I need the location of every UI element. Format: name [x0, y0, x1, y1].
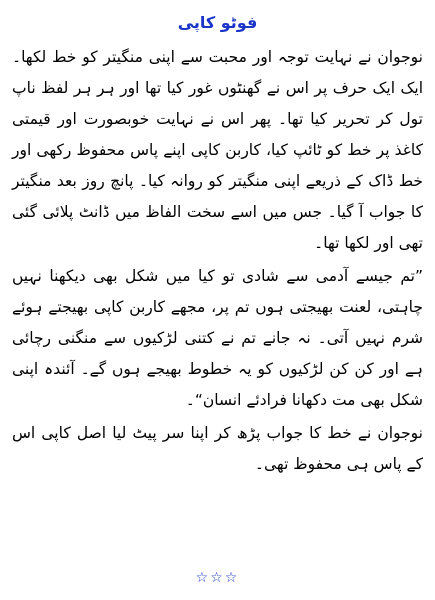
- paragraph-1: نوجوان نے نہایت توجہ اور محبت سے اپنی منگیتر کو خط لکھا۔ ایک ایک حرف پر اس نے گھنٹوں غور کیا تھا اور ہر ہر لفظ ناپ تول کر تحریر کیا تھا۔ پھر اس نے نہایت خوبصورت اور قیمتی کاغذ پر خط کو ٹائپ کیا، کاربن کاپی اپنے پاس محفوظ رکھی اور خط ڈاک کے ذریعے اپنی منگیتر کو روانہ کیا۔ پانچ روز بعد منگیتر کا جواب آ گیا۔ جس میں اسے سخت الفاظ میں ڈانٹ پلائی گئی تھی اور لکھا تھا۔: [12, 48, 423, 252]
- paragraph-3: نوجوان نے خط کا جواب پڑھ کر اپنا سر پیٹ لیا اصل کاپی اس کے پاس ہی محفوظ تھی۔: [12, 424, 423, 473]
- document-body: [12, 42, 423, 480]
- end-stars-icon: ☆☆☆: [195, 570, 240, 586]
- document-title: فوٹو کاپی: [177, 13, 258, 32]
- paragraph-2: ”تم جیسے آدمی سے شادی تو کیا میں شکل بھی دیکھنا نہیں چاہتی، لعنت بھیجتی ہوں تم پر، مجھے کاربن کاپی بھیجتے ہوئے شرم نہیں آتی۔ نہ جانے تم نے کتنی لڑکیوں سے منگنی رچائی ہے اور کن کن لڑکیوں کو یہ خطوط بھیجے ہوں گے۔ آئندہ اپنی شکل بھی مت دکھانا فرادئے انسان“۔: [12, 267, 423, 409]
